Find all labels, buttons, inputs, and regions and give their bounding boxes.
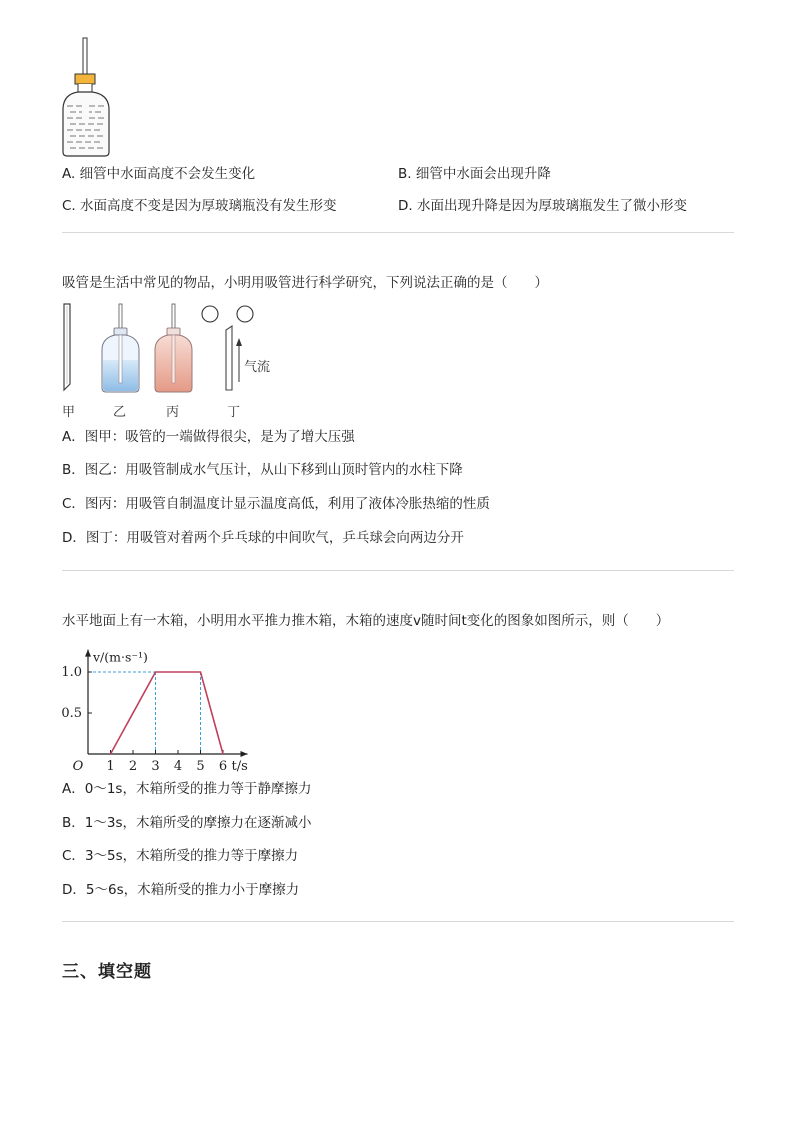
figure-label-ding: 丁 <box>227 405 241 420</box>
y-tick-label-1.0: 1.0 <box>61 665 82 680</box>
airflow-label: 气流 <box>244 360 271 375</box>
figure-label-bing: 丙 <box>166 405 180 420</box>
q1-option-a[interactable]: A. 细管中水面高度不会发生变化 <box>62 166 256 182</box>
x-tick-label-6: 6 <box>218 759 228 774</box>
q2-option-d[interactable]: D．图丁：用吸管对着两个乒乓球的中间吹气，乒乓球会向两边分开 <box>62 530 464 546</box>
x-tick-label-5: 5 <box>196 759 205 774</box>
divider-1 <box>62 232 734 233</box>
q2-option-a[interactable]: A．图甲：吸管的一端做得很尖，是为了增大压强 <box>62 429 355 445</box>
x-tick-label-4: 4 <box>173 759 183 774</box>
y-tick-label-0.5: 0.5 <box>61 706 82 721</box>
x-tick-label-1: 1 <box>106 759 115 774</box>
x-tick-label-2: 2 <box>128 759 138 774</box>
velocity-line <box>111 672 224 754</box>
q3-option-a[interactable]: A．0～1s，木箱所受的推力等于静摩擦力 <box>62 781 312 797</box>
q3-option-c[interactable]: C．3～5s，木箱所受的推力等于摩擦力 <box>62 848 299 864</box>
straw-figures <box>58 300 290 396</box>
q3-stem: 水平地面上有一木箱，小明用水平推力推木箱，木箱的速度v随时间t变化的图象如图所示，则（ ） <box>62 613 670 629</box>
origin-label: O <box>72 759 84 774</box>
q3-option-b[interactable]: B．1～3s，木箱所受的摩擦力在逐渐减小 <box>62 815 312 831</box>
velocity-time-chart <box>56 632 286 778</box>
divider-3 <box>62 921 734 922</box>
y-axis-arrow <box>85 650 91 657</box>
figure-label-yi: 乙 <box>113 405 127 420</box>
q1-option-c[interactable]: C. 水面高度不变是因为厚玻璃瓶没有发生形变 <box>62 198 337 214</box>
divider-2 <box>62 570 734 571</box>
x-axis-label: t/s <box>231 759 248 774</box>
q2-option-c[interactable]: C．图丙：用吸管自制温度计显示温度高低，利用了液体冷胀热缩的性质 <box>62 496 490 512</box>
q1-option-d[interactable]: D. 水面出现升降是因为厚玻璃瓶发生了微小形变 <box>398 198 687 214</box>
q2-stem: 吸管是生活中常见的物品，小明用吸管进行科学研究，下列说法正确的是（ ） <box>62 275 548 291</box>
q1-option-b[interactable]: B. 细管中水面会出现升降 <box>398 166 551 182</box>
y-axis-label: v/(m·s⁻¹) <box>93 649 148 665</box>
x-axis-arrow <box>241 751 248 757</box>
figure-label-jia: 甲 <box>62 405 76 420</box>
bottle-figure <box>58 36 118 160</box>
q3-option-d[interactable]: D．5～6s，木箱所受的推力小于摩擦力 <box>62 882 300 898</box>
section-title: 三、填空题 <box>62 962 152 982</box>
q2-option-b[interactable]: B．图乙：用吸管制成水气压计，从山下移到山顶时管内的水柱下降 <box>62 462 463 478</box>
x-tick-label-3: 3 <box>151 759 160 774</box>
